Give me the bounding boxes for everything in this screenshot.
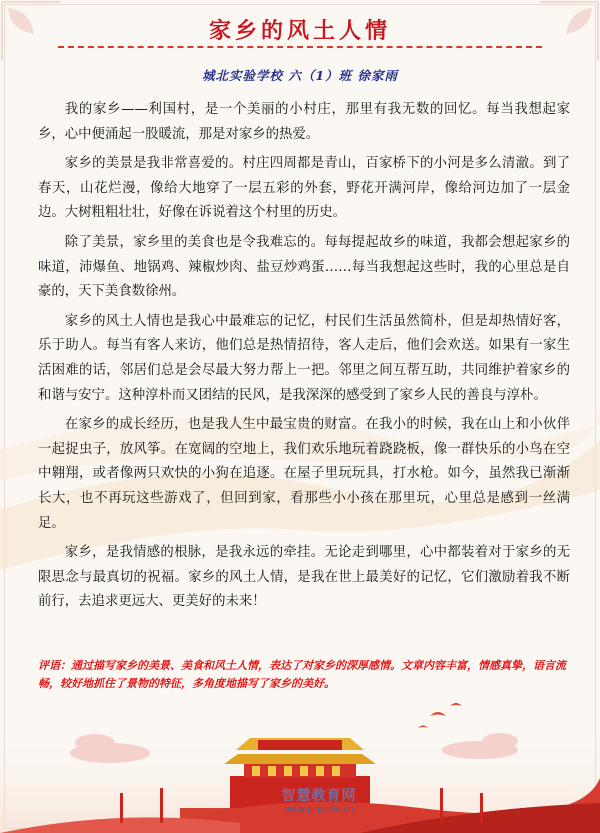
essay-body [38, 98, 570, 620]
site-watermark [244, 785, 394, 825]
watermark-url: www.pcjyedu.cn [284, 805, 354, 815]
page-title: 家乡的风土人情 [208, 18, 391, 44]
paragraph: 家乡，是我情感的根脉，是我永远的牵挂。无论走到哪里，心中都装着对于家乡的无限思念与最真切的祝福。家乡的风土人情，是我在世上最美好的记忆，它们激励着我不断前行，去追求更远大、更美好的未来！ [38, 545, 570, 610]
title-divider [58, 46, 542, 48]
paragraph: 家乡的美景是我非常喜爱的。村庄四周都是青山，百家桥下的小河是多么清澈。到了春天，山花烂漫，像给大地穿了一层五彩的外套，野花开满河岸，像给河边加了一层金边。大树粗粗壮壮，好像在诉说着这个村里的历史。 [38, 156, 570, 221]
paragraph: 我的家乡——利国村，是一个美丽的小村庄，那里有我无数的回忆。每当我想起家乡，心中便涌起一股暖流，那是对家乡的热爱。 [38, 102, 570, 142]
paragraph: 家乡的风土人情也是我心中最难忘的记忆，村民们生活虽然简朴，但是却热情好客，乐于助人。每当有客人来访，他们总是热情招待，客人走后，他们会欢送。如果有一家生活困难的话，邻居们总是会尽最大努力帮上一把。邻里之间互帮互助，共同维护着家乡的和谐与安宁。这种淳朴而又团结的民风，是我深深的感受到了家乡人民的善良与淳朴。 [38, 313, 570, 403]
paragraph: 在家乡的成长经历，也是我人生中最宝贵的财富。在我小的时候，我在山上和小伙伴一起捉虫子，放风筝。在宽阔的空地上，我们欢乐地玩着跷跷板，像一群快乐的小鸟在空中翱翔，或者像两只欢快的小狗在追逐。在屋子里玩玩具，打水枪。如今，虽然我已渐渐长大，也不再玩这些游戏了，但回到家，看那些小小孩在那里玩，心里总是感到一丝满足。 [38, 417, 570, 531]
comment-text: 通过描写家乡的美景、美食和风土人情，表达了对家乡的深厚感情。文章内容丰富，情感真挚，语言流畅，较好地抓住了景物的特征，多角度地描写了家乡的美好。 [38, 659, 566, 690]
paragraph: 除了美景，家乡里的美食也是令我难忘的。每每提起故乡的味道，我都会想起家乡的味道，沛爆鱼、地锅鸡、辣椒炒肉、盐豆炒鸡蛋……每当我想起这些时，我的心里总是自豪的，天下美食数徐州。 [38, 234, 570, 300]
author-byline: 城北实验学校 六（1）班 徐家雨 [202, 68, 398, 83]
comment-label: 评语： [38, 659, 71, 672]
watermark-logo: 智慧教育网 [281, 788, 357, 804]
